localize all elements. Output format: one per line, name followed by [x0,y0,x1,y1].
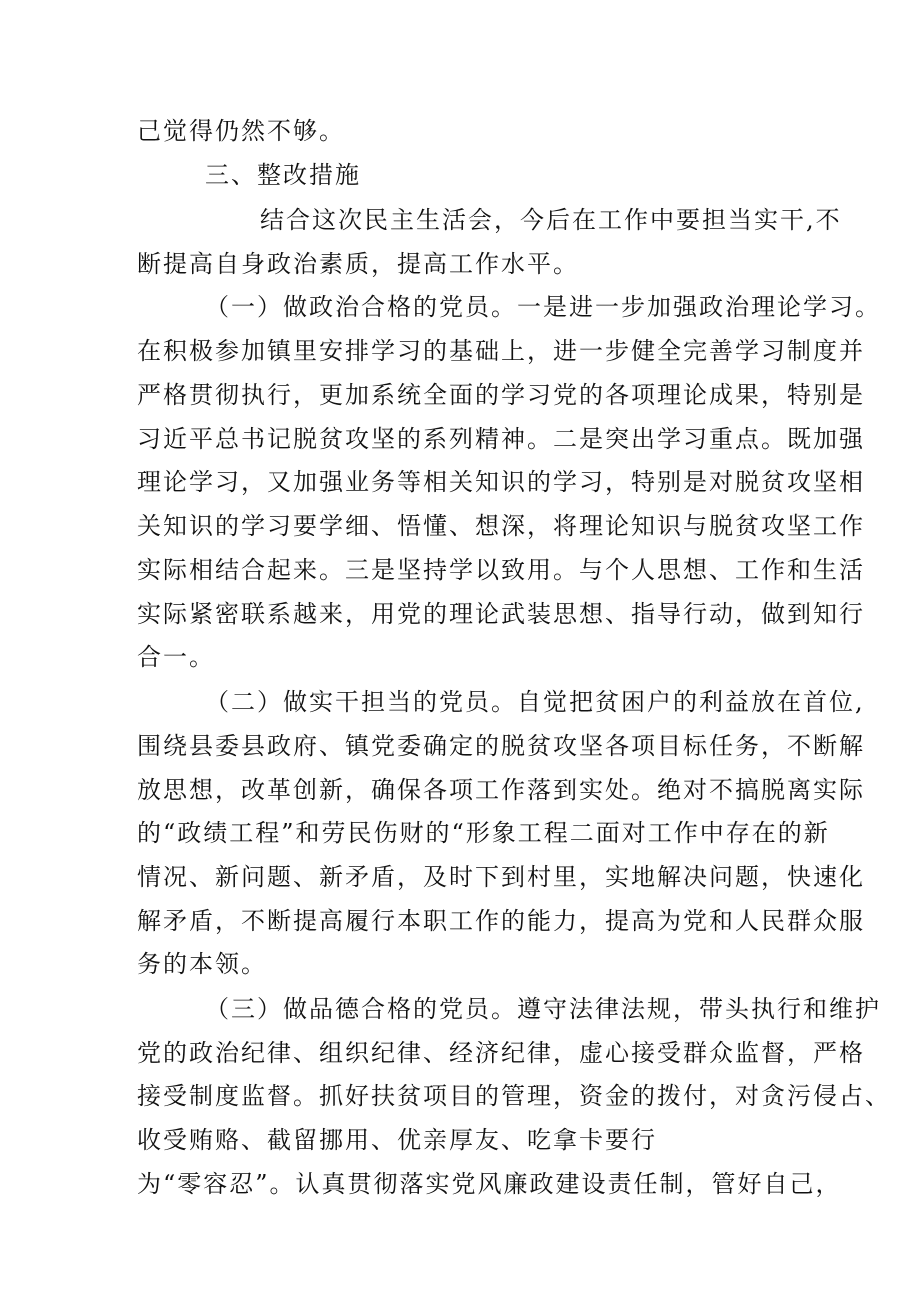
text-line: 解矛盾，不断提高履行本职工作的能力，提高为党和人民群众服 [137,907,865,935]
text-line: 为“零容忍”。认真贯彻落实党风廉政建设责任制，管好自己， [137,1170,842,1198]
text-line: 习近平总书记脱贫攻坚的系列精神。二是突出学习重点。既加强 [137,425,865,453]
text-line: 实际紧密联系越来，用党的理论武装思想、指导行动，做到知行 [137,600,865,628]
text-line: 接受制度监督。抓好扶贫项目的管理，资金的拨付，对贪污侵占、 [137,1082,891,1110]
text-line: 严格贯彻执行，更加系统全面的学习党的各项理论成果，特别是 [137,381,865,409]
text-line: （二）做实干担当的党员。自觉把贫困户的利益放在首位, [205,688,865,716]
text-line: 放思想，改革创新，确保各项工作落到实处。绝对不搞脱离实际 [137,776,865,804]
text-line: 实际相结合起来。三是坚持学以致用。与个人思想、工作和生活 [137,556,865,584]
text-line: 理论学习，又加强业务等相关知识的学习，特别是对脱贫攻坚相 [137,468,865,496]
text-line: 断提高自身政治素质，提高工作水平。 [137,250,579,278]
text-line: 务的本领。 [137,950,267,978]
text-line: 在积极参加镇里安排学习的基础上，进一步健全完善学习制度并 [137,337,865,365]
text-line: 结合这次民主生活会，今后在工作中要担当实干,不 [260,206,842,234]
text-line: （三）做品德合格的党员。遵守法律法规，带头执行和维护 [205,995,881,1023]
text-line: （一）做政治合格的党员。一是进一步加强政治理论学习。 [205,293,881,321]
text-line: 党的政治纪律、组织纪律、经济纪律，虚心接受群众监督，严格 [137,1039,865,1067]
text-line: 关知识的学习要学细、悟懂、想深，将理论知识与脱贫攻坚工作 [137,512,865,540]
text-line: 收受贿赂、截留挪用、优亲厚友、吃拿卡要行 [137,1126,657,1154]
text-line: 合一。 [137,643,215,671]
text-line: 围绕县委县政府、镇党委确定的脱贫攻坚各项目标任务，不断解 [137,732,865,760]
text-line: 情况、新问题、新矛盾，及时下到村里，实地解决问题，快速化 [137,863,865,891]
text-line: 的“政绩工程”和劳民伤财的“形象工程二面对工作中存在的新 [137,819,830,847]
section-heading: 三、整改措施 [205,161,361,189]
text-line: 己觉得仍然不够。 [137,117,345,145]
